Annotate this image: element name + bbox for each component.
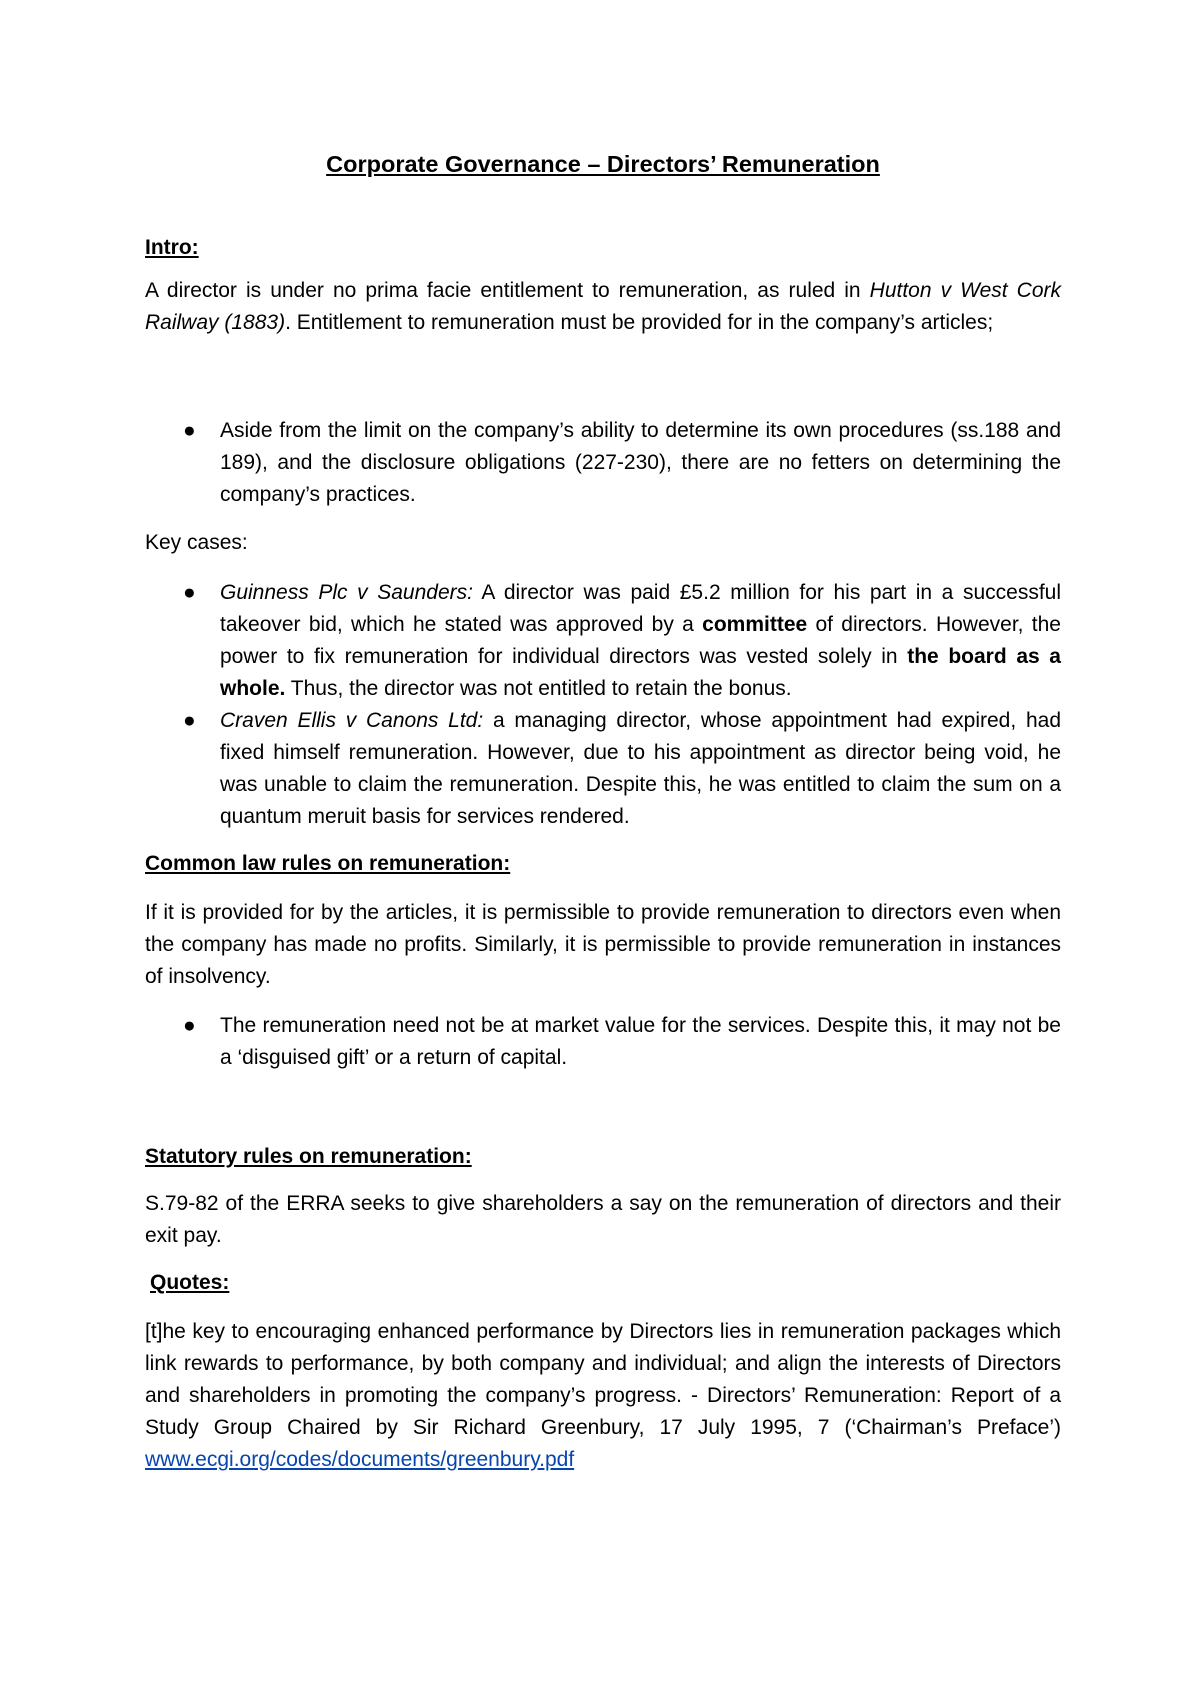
quote-text: [t]he key to encouraging enhanced performance by Directors lies in remuneration packages which link rewards to performance, by both company and individual; and align the interests of Directors and shareholders in promoting the company’s progress. - Directors’ Remuneration: Report of a Study Group Chaired by Sir Richard Greenbury, 17 July 1995, 7 (‘Chairman’s Preface’): [145, 1320, 1061, 1439]
greenbury-link[interactable]: www.ecgi.org/codes/documents/greenbury.pdf: [145, 1448, 575, 1471]
common-law-paragraph: If it is provided for by the articles, it is permissible to provide remuneration to directors even when the company has made no profits. Similarly, it is permissible to provide remuneration in instances of insolvency.: [145, 901, 1061, 988]
case-craven-text: [220, 705, 1061, 833]
case-craven-body: a managing director, whose appointment had expired, had fixed himself remuneration. However, due to his appointment as director being void, he was unable to claim the remuneration. Despite this, he was entitled to claim the sum on a quantum meruit basis for services rendered.: [220, 709, 1062, 828]
case-guinness-t1: A director was paid £5.2 million for his part in a successful takeover bid, which he stated was approved by a: [220, 581, 1062, 636]
intro-bullet-text: Aside from the limit on the company’s ability to determine its own procedures (ss.188 and 189), and the disclosure obligations (227-230), there are no fetters on determining the company’s practices.: [220, 419, 1061, 506]
case-hutton: Hutton v West Cork Railway (1883): [145, 279, 1061, 334]
case-guinness-b1: committee: [702, 613, 808, 636]
statutory-paragraph: S.79-82 of the ERRA seeks to give shareholders a say on the remuneration of directors and their exit pay.: [145, 1192, 1061, 1247]
case-guinness: Guinness Plc v Saunders:: [220, 581, 473, 604]
bullet-icon: ●: [183, 419, 196, 442]
quotes-paragraph: [145, 1316, 1061, 1476]
common-law-bullet-text: The remuneration need not be at market value for the services. Despite this, it may not be a ‘disguised gift’ or a return of capital.: [220, 1014, 1061, 1069]
bullet-icon: ●: [183, 1014, 196, 1037]
common-law-heading: Common law rules on remuneration:: [145, 852, 511, 875]
case-craven: Craven Ellis v Canons Ltd:: [220, 709, 484, 732]
case-guinness-t2: of directors. However, the power to fix remuneration for individual directors was vested solely in: [220, 613, 1061, 668]
key-cases-heading: Key cases:: [145, 531, 248, 554]
intro-paragraph: [145, 275, 1061, 339]
intro-text-a: A director is under no prima facie entitlement to remuneration, as ruled in: [145, 279, 870, 302]
bullet-icon: ●: [183, 581, 196, 604]
bullet-icon: ●: [183, 709, 196, 732]
intro-text-b: . Entitlement to remuneration must be provided for in the company’s articles;: [285, 311, 994, 334]
case-guinness-text: [220, 577, 1061, 705]
intro-heading: Intro:: [145, 236, 199, 259]
document-title: Corporate Governance – Directors’ Remuneration: [326, 151, 880, 177]
statutory-heading: Statutory rules on remuneration:: [145, 1145, 472, 1168]
case-guinness-t3: Thus, the director was not entitled to retain the bonus.: [285, 677, 792, 700]
case-guinness-b2: the board as a whole.: [220, 645, 1061, 700]
quotes-heading: Quotes:: [150, 1271, 230, 1294]
